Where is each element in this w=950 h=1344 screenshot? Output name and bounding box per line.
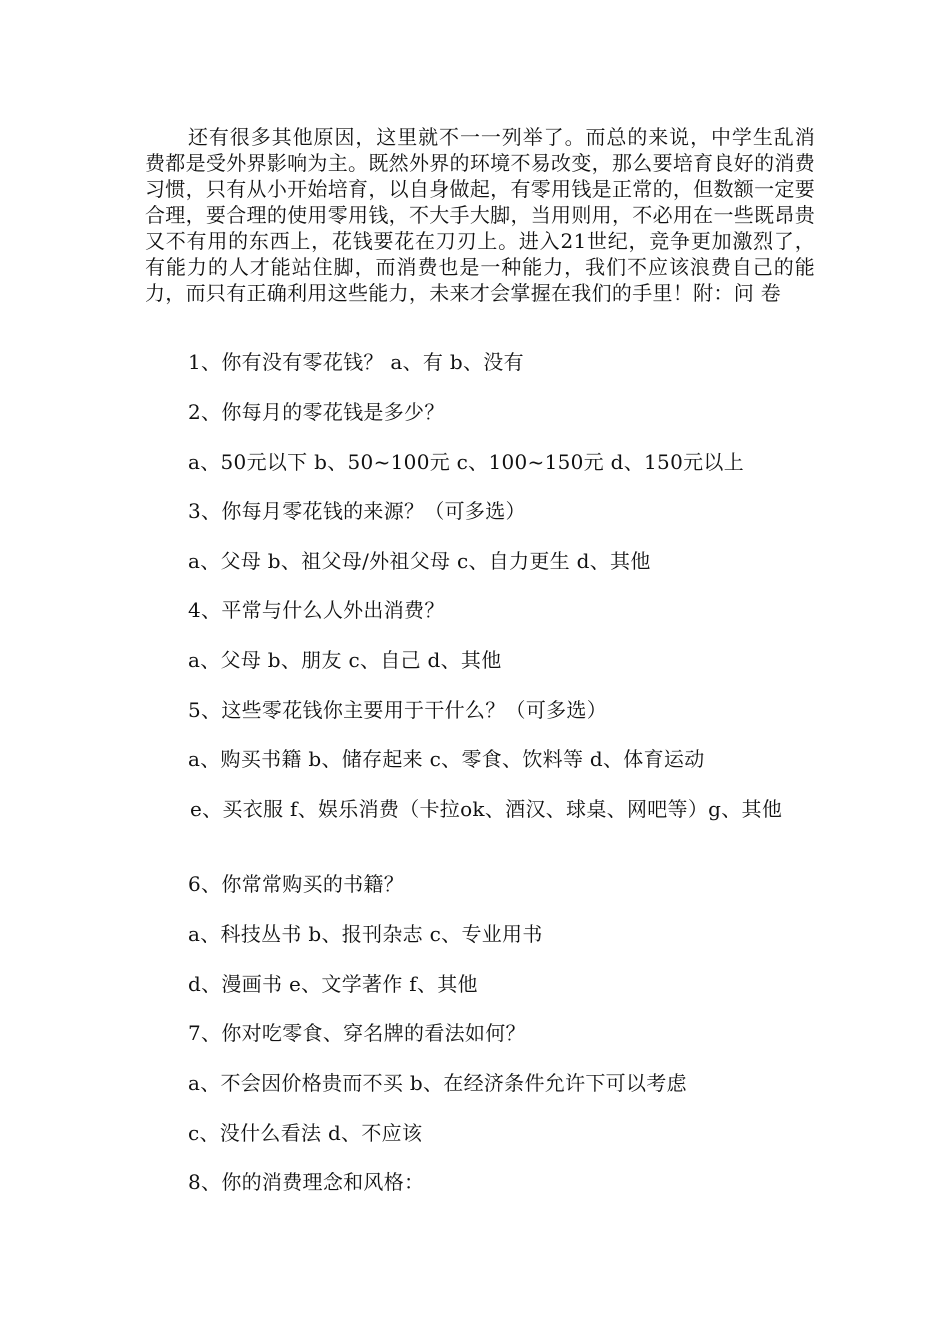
question-8: 8、你的消费理念和风格： bbox=[188, 1170, 425, 1194]
question-6-options-a: a、科技丛书 b、报刊杂志 c、专业用书 bbox=[188, 922, 543, 946]
question-2: 2、你每月的零花钱是多少？ bbox=[188, 400, 445, 424]
question-6: 6、你常常购买的书籍？ bbox=[188, 872, 405, 896]
question-6-options-b: d、漫画书 e、文学著作 f、其他 bbox=[188, 972, 478, 996]
document-body bbox=[145, 124, 815, 306]
question-7: 7、你对吃零食、穿名牌的看法如何？ bbox=[188, 1021, 526, 1045]
question-5-options-b: e、买衣服 f、娱乐消费（卡拉ok、酒汉、球桌、网吧等）g、其他 bbox=[190, 797, 783, 821]
question-4-options: a、父母 b、朋友 c、自己 d、其他 bbox=[188, 648, 502, 672]
question-1: 1、你有没有零花钱？ a、有 b、没有 bbox=[188, 350, 524, 374]
question-2-options: a、50元以下 b、50~100元 c、100~150元 d、150元以上 bbox=[188, 450, 745, 474]
intro-paragraph: 还有很多其他原因，这里就不一一列举了。而总的来说，中学生乱消费都是受外界影响为主。既然外界的环境不易改变，那么要培育良好的消费习惯，只有从小开始培育，以自身做起，有零用钱是正常的，但数额一定要合理，要合理的使用零用钱，不大手大脚，当用则用，不必用在一些既昂贵又不有用的东西上，花钱要花在刀刃上。进入21世纪，竞争更加激烈了，有能力的人才能站住脚，而消费也是一种能力，我们不应该浪费自己的能力，而只有正确利用这些能力，未来才会掌握在我们的手里！附：问 卷 bbox=[145, 125, 815, 305]
question-3-options: a、父母 b、祖父母/外祖父母 c、自力更生 d、其他 bbox=[188, 549, 651, 573]
question-7-options-a: a、不会因价格贵而不买 b、在经济条件允许下可以考虑 bbox=[188, 1071, 687, 1095]
question-5: 5、这些零花钱你主要用于干什么？（可多选） bbox=[188, 698, 608, 722]
question-3: 3、你每月零花钱的来源？（可多选） bbox=[188, 499, 526, 523]
question-7-options-b: c、没什么看法 d、不应该 bbox=[188, 1121, 423, 1145]
question-5-options-a: a、购买书籍 b、储存起来 c、零食、饮料等 d、体育运动 bbox=[188, 747, 705, 771]
question-4: 4、平常与什么人外出消费？ bbox=[188, 598, 445, 622]
